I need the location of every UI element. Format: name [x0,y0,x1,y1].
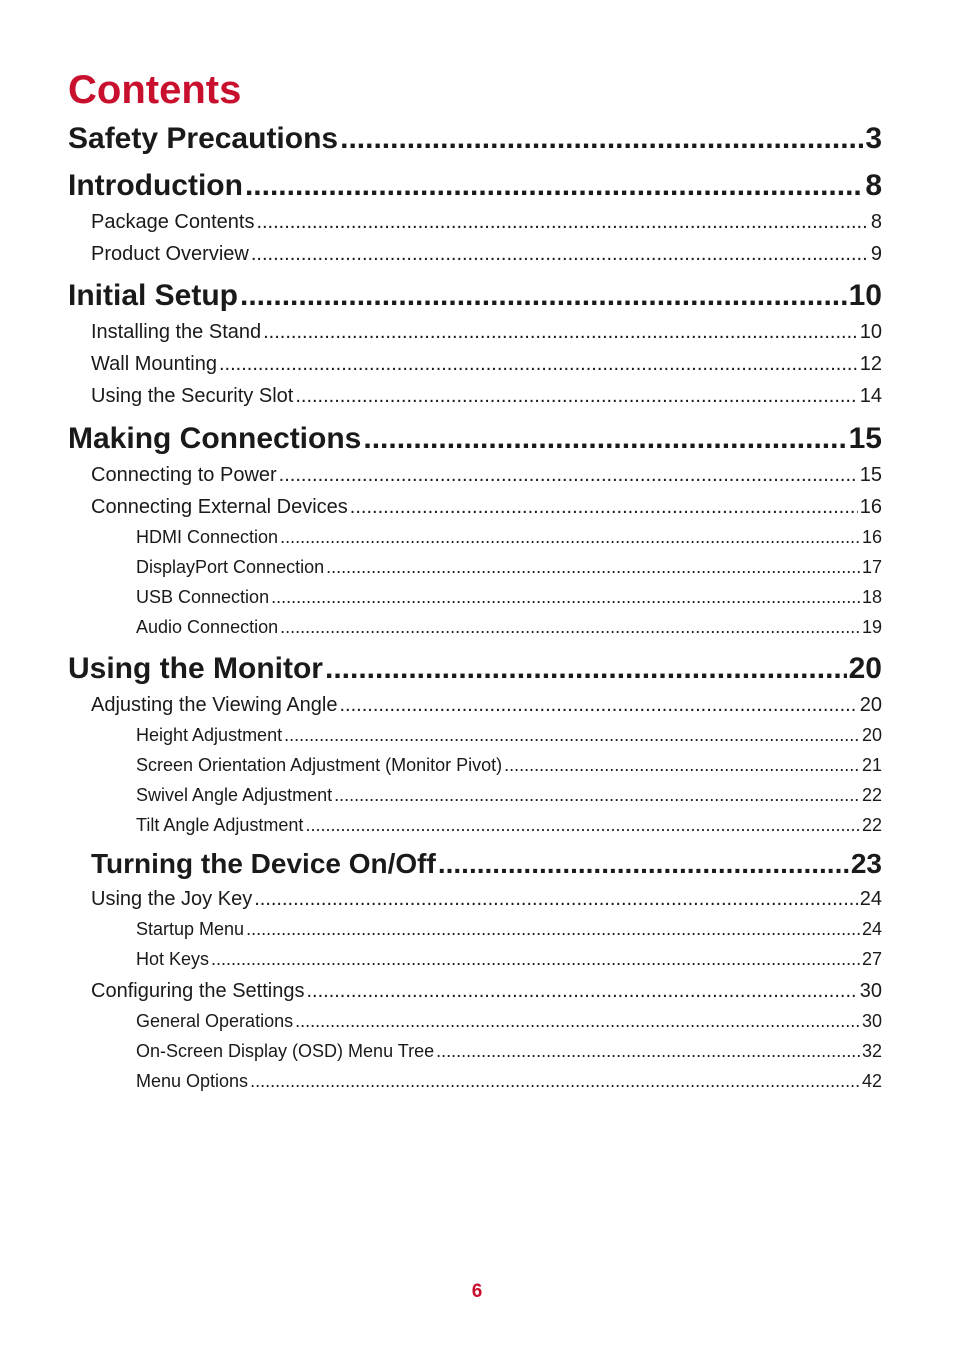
toc-entry-product-overview[interactable] [91,240,882,268]
toc-entry-page: 19 [861,617,882,637]
toc-entry-label: USB Connection [136,587,270,607]
toc-entry-page: 27 [861,949,882,969]
toc-entry-page: 8 [870,211,882,233]
toc-entry-page: 18 [861,587,882,607]
toc-entry-label: Using the Joy Key [91,888,253,910]
dot-leader [334,782,860,808]
toc-entry-page: 16 [861,527,882,547]
toc-entry-using-the-security-slot[interactable] [91,382,882,410]
toc-entry-page: 23 [850,848,882,879]
toc-entry-page: 16 [859,496,882,518]
dot-leader [438,845,849,883]
toc-entry-label: Startup Menu [136,919,245,939]
toc-entry-page: 15 [848,422,882,455]
toc-entry-page: 24 [859,888,882,910]
toc-entry-page: 10 [848,279,882,312]
toc-entry-label: Introduction [68,169,243,202]
toc-entry-page: 24 [861,919,882,939]
toc-entry-page: 10 [859,321,882,343]
toc-entry-adjusting-the-viewing-angle[interactable] [91,691,882,719]
dot-leader [284,722,860,748]
toc-entry-connecting-external-devices[interactable] [91,493,882,521]
toc-entry-page: 22 [861,815,882,835]
toc-entry-audio-connection[interactable] [136,614,882,640]
toc-entry-page: 42 [861,1071,882,1091]
toc-entry-label: Package Contents [91,211,255,233]
dot-leader [256,208,868,236]
toc-entry-label: Initial Setup [68,279,239,312]
toc-entry-height-adjustment[interactable] [136,722,882,748]
dot-leader [295,1008,860,1034]
toc-entry-label: Safety Precautions [68,122,339,155]
toc-entry-swivel-angle-adjustment[interactable] [136,782,882,808]
toc-entry-label: Connecting External Devices [91,496,348,518]
toc-entry-label: Installing the Stand [91,321,262,343]
toc-entry-page: 9 [870,243,882,265]
toc-entry-label: HDMI Connection [136,527,279,547]
toc-entry-page: 3 [865,122,882,155]
dot-leader [251,240,869,268]
dot-leader [504,752,860,778]
dot-leader [263,318,858,346]
toc-entry-displayport-connection[interactable] [136,554,882,580]
dot-leader [295,382,857,410]
toc-entry-installing-the-stand[interactable] [91,318,882,346]
toc-entry-label: Screen Orientation Adjustment (Monitor Pivot) [136,755,503,775]
toc-entry-label: Using the Monitor [68,652,323,685]
toc-entry-page: 14 [859,385,882,407]
toc-entry-connecting-to-power[interactable] [91,461,882,489]
toc-entry-using-the-monitor[interactable] [68,650,882,688]
toc-entry-safety-precautions[interactable] [68,120,882,158]
dot-leader [280,524,860,550]
toc-entry-wall-mounting[interactable] [91,350,882,378]
toc-entry-usb-connection[interactable] [136,584,882,610]
dot-leader [211,946,860,972]
toc-entry-screen-orientation-adjustment[interactable] [136,752,882,778]
dot-leader [340,120,863,158]
dot-leader [240,277,847,315]
toc-entry-label: Hot Keys [136,949,210,969]
page-title: Contents [68,68,242,112]
toc-entry-general-operations[interactable] [136,1008,882,1034]
toc-entry-startup-menu[interactable] [136,916,882,942]
dot-leader [245,167,863,205]
toc-entry-page: 21 [861,755,882,775]
toc-entry-label: Using the Security Slot [91,385,294,407]
toc-entry-hot-keys[interactable] [136,946,882,972]
toc-entry-label: Wall Mounting [91,353,217,375]
toc-entry-label: General Operations [136,1011,294,1031]
dot-leader [279,461,858,489]
toc-entry-introduction[interactable] [68,167,882,205]
toc-entry-tilt-angle-adjustment[interactable] [136,812,882,838]
toc-entry-page: 20 [859,694,882,716]
toc-entry-label: Turning the Device On/Off [91,848,436,879]
dot-leader [350,493,858,521]
toc-entry-label: On-Screen Display (OSD) Menu Tree [136,1041,435,1061]
toc-entry-page: 30 [861,1011,882,1031]
toc-entry-page: 12 [859,353,882,375]
dot-leader [363,420,846,458]
dot-leader [325,650,847,688]
toc-entry-label: Connecting to Power [91,464,277,486]
toc-entry-page: 30 [859,980,882,1002]
toc-entry-label: Menu Options [136,1071,249,1091]
toc-entry-label: Configuring the Settings [91,980,305,1002]
toc-entry-initial-setup[interactable] [68,277,882,315]
dot-leader [339,691,857,719]
toc-entry-label: Making Connections [68,422,362,455]
toc-entry-hdmi-connection[interactable] [136,524,882,550]
toc-entry-using-the-joy-key[interactable] [91,885,882,913]
toc-entry-page: 20 [861,725,882,745]
toc-entry-configuring-the-settings[interactable] [91,977,882,1005]
toc-entry-making-connections[interactable] [68,420,882,458]
toc-entry-label: DisplayPort Connection [136,557,325,577]
toc-entry-label: Product Overview [91,243,249,265]
toc-entry-page: 8 [865,169,882,202]
toc-entry-page: 15 [859,464,882,486]
toc-entry-page: 20 [848,652,882,685]
dot-leader [305,812,860,838]
dot-leader [436,1038,860,1064]
dot-leader [219,350,858,378]
page-number: 6 [471,1281,483,1302]
toc-entry-page: 32 [861,1041,882,1061]
toc-entry-label: Adjusting the Viewing Angle [91,694,338,716]
dot-leader [246,916,860,942]
toc-entry-label: Tilt Angle Adjustment [136,815,304,835]
toc-entry-page: 17 [861,557,882,577]
toc-entry-page: 22 [861,785,882,805]
dot-leader [254,885,858,913]
dot-leader [326,554,860,580]
toc-entry-osd-menu-tree[interactable] [136,1038,882,1064]
dot-leader [250,1068,860,1094]
dot-leader [280,614,860,640]
toc-entry-menu-options[interactable] [136,1068,882,1094]
toc-entry-label: Audio Connection [136,617,279,637]
toc-entry-label: Swivel Angle Adjustment [136,785,333,805]
dot-leader [271,584,860,610]
toc-entry-turning-the-device-on-off[interactable] [91,845,882,883]
toc-entry-package-contents[interactable] [91,208,882,236]
dot-leader [306,977,857,1005]
toc-entry-label: Height Adjustment [136,725,283,745]
